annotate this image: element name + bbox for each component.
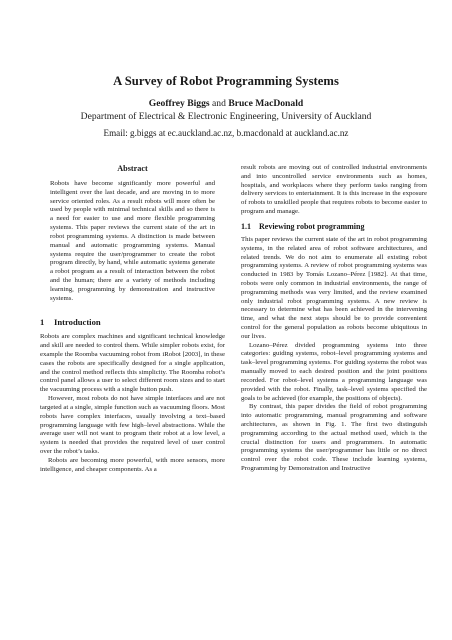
affiliation: Department of Electrical & Electronic Engineering, University of Auckland [80,111,372,122]
paragraph: Lozano–Pérez divided programming systems into three categories: guiding systems, robot–level programming systems and task–level programming systems. For guiding systems the robot was manually moved to each desired position and the joint positions recorded. For robot–level systems a programming language was provided with the robot. Finally, task–level systems specified the goals to be achieved (for example, the positions of objects). [241,341,427,402]
email-line: Email: g.biggs at ec.auckland.ac.nz, b.macdonald at auckland.ac.nz [103,128,349,138]
section-title: Introduction [54,317,101,328]
section-number: 1 [40,317,45,328]
author-line [0,98,452,109]
abstract-text: Robots have become significantly more powerful and intelligent over the last decade, and are moving in to more service oriented roles. As a result robots will more often be used by people with minimal technical skills and so there is a need for easier to use and more flexible programming systems. This paper reviews the current state of the art in robot programming systems. A distinction is made between manual and automatic programming systems. Manual systems require the user/programmer to create the robot program directly, by hand, while automatic systems generate a robot program as a result of interaction between the robot and the human; there are a variety of methods including learning, programming by demonstration and instructive systems. [50,180,215,302]
subsection-number: 1.1 [241,221,251,231]
author-conjunction: and [212,98,226,109]
paragraph: result robots are moving out of controlled industrial environments and into uncontrolled service environments such as homes, hospitals, and workplaces where they perform tasks ranging from delivery services to entertainment. It is this increase in the exposure of robots to unskilled people that requires robots to become easier to program and manage. [241,164,427,216]
paper-title: A Survey of Robot Programming Systems [113,74,339,88]
paragraph: Robots are complex machines and significant technical knowledge and skill are needed to control them. While simpler robots exist, for example the Roomba vacuuming robot from iRobot [2003], in these cases the robots are specifically designed for a single application, and the control method reflects this simplicity. The Roomba robot’s control panel allows a user to select different room sizes and to start the vacuuming process with a single button push. [40,333,225,394]
right-column [241,164,427,474]
paragraph: By contrast, this paper divides the field of robot programming into automatic programming, manual programming and software architectures, as shown in Fig. 1. The first two distinguish programming according to the actual method used, which is the crucial distinction for users and programmers. In automatic programming systems the user/programmer has little or no direct control over the robot code. These include learning systems, Programming by Demonstration and Instructive [241,403,427,472]
subsection-title: Reviewing robot programming [259,221,365,231]
author-2: Bruce MacDonald [228,98,304,109]
section-heading-introduction [40,317,225,328]
abstract-heading: Abstract [117,164,148,173]
paragraph: However, most robots do not have simple interfaces and are not targeted at a single, simple function such as vacuuming floors. Most robots have complex interfaces, usually involving a text–based programming language with few high–level abstractions. While the average user will not want to program their robot at a low level, a system is needed that provides the required level of user control over the robot’s tasks. [40,395,225,455]
subsection-heading-reviewing [241,222,427,232]
paragraph: This paper reviews the current state of the art in robot programming systems, in the related area of robot software architectures, and related trends. We do not aim to enumerate all existing robot programming systems. A review of robot programming systems was conducted in 1983 by Tomás Lozano–Pérez [1982]. At that time, robots were only common in industrial environments, the range of programming methods was very limited, and the review examined only industrial robot programming systems. A new review is necessary to determine what has been achieved in the intervening time, and what the next steps should be to provide convenient control for the general population as robots become ubiquitous in our lives. [241,235,427,340]
author-1: Geoffrey Biggs [148,98,210,109]
abstract-section [40,164,225,303]
left-column [40,164,225,474]
paragraph: Robots are becoming more powerful, with more sensors, more intelligence, and cheaper components. As a [40,456,225,473]
